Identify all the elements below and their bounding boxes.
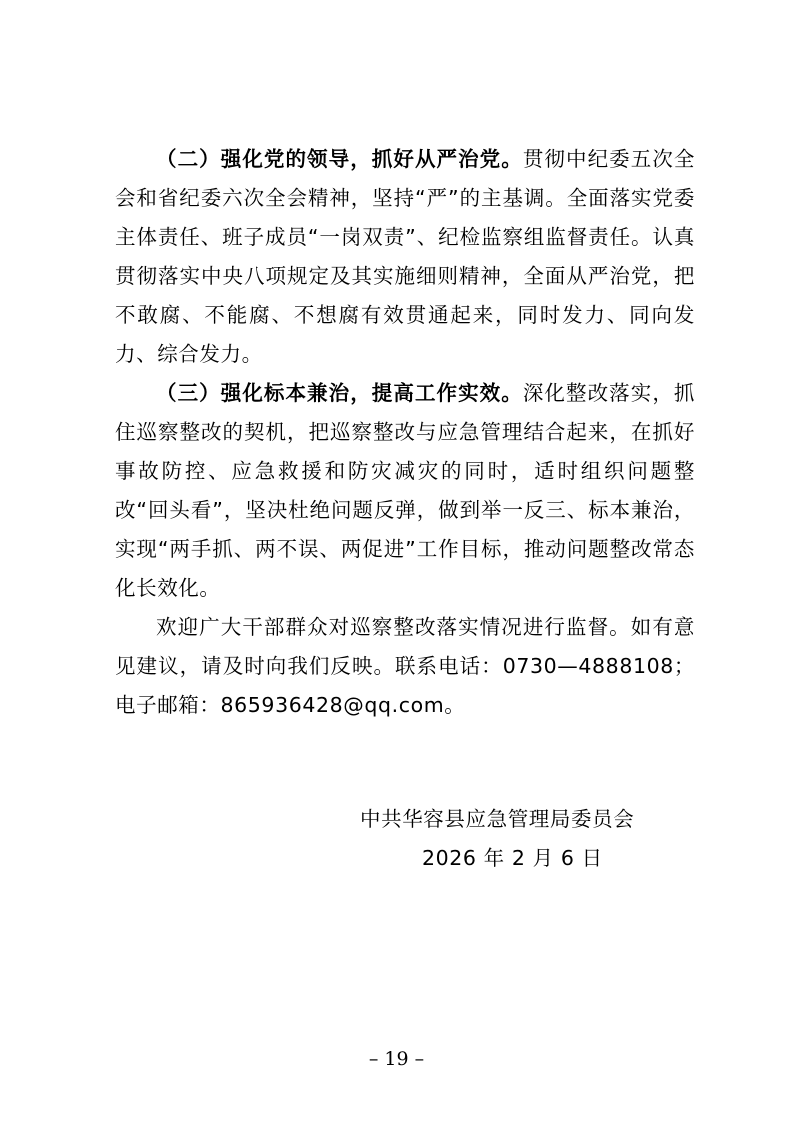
paragraph-public-supervision xyxy=(115,608,695,725)
paragraph-text: 欢迎广大干部群众对巡察整改落实情况进行监督。如有意见建议，请及时向我们反映。联系电话：0730—4888108；电子邮箱：865936428@qq.com。 xyxy=(115,615,695,717)
document-body xyxy=(115,140,695,725)
paragraph-heading: （三）强化标本兼治，提高工作实效。 xyxy=(156,381,523,405)
page-number: – 19 – xyxy=(368,1048,425,1070)
paragraph-strengthen-root-causes xyxy=(115,374,695,608)
paragraph-heading: （二）强化党的领导，抓好从严治党。 xyxy=(156,147,523,171)
paragraph-text: 深化整改落实，抓住巡察整改的契机，把巡察整改与应急管理结合起来，在抓好事故防控、应急救援和防灾减灾的同时，适时组织问题整改“回头看”，坚决杜绝问题反弹，做到举一反三、标本兼治，实现“两手抓、两不误、两促进”工作目标，推动问题整改常态化长效化。 xyxy=(115,381,695,600)
paragraph-text: 贯彻中纪委五次全会和省纪委六次全会精神，坚持“严”的主基调。全面落实党委主体责任、班子成员“一岗双责”、纪检监察组监督责任。认真贯彻落实中央八项规定及其实施细则精神，全面从严治党，把不敢腐、不能腐、不想腐有效贯通起来，同时发力、同向发力、综合发力。 xyxy=(115,147,695,366)
signature-date: 2026 年 2 月 6 日 xyxy=(422,846,603,870)
signature-organization: 中共华容县应急管理局委员会 xyxy=(360,807,635,831)
paragraph-strengthen-party-leadership xyxy=(115,140,695,374)
